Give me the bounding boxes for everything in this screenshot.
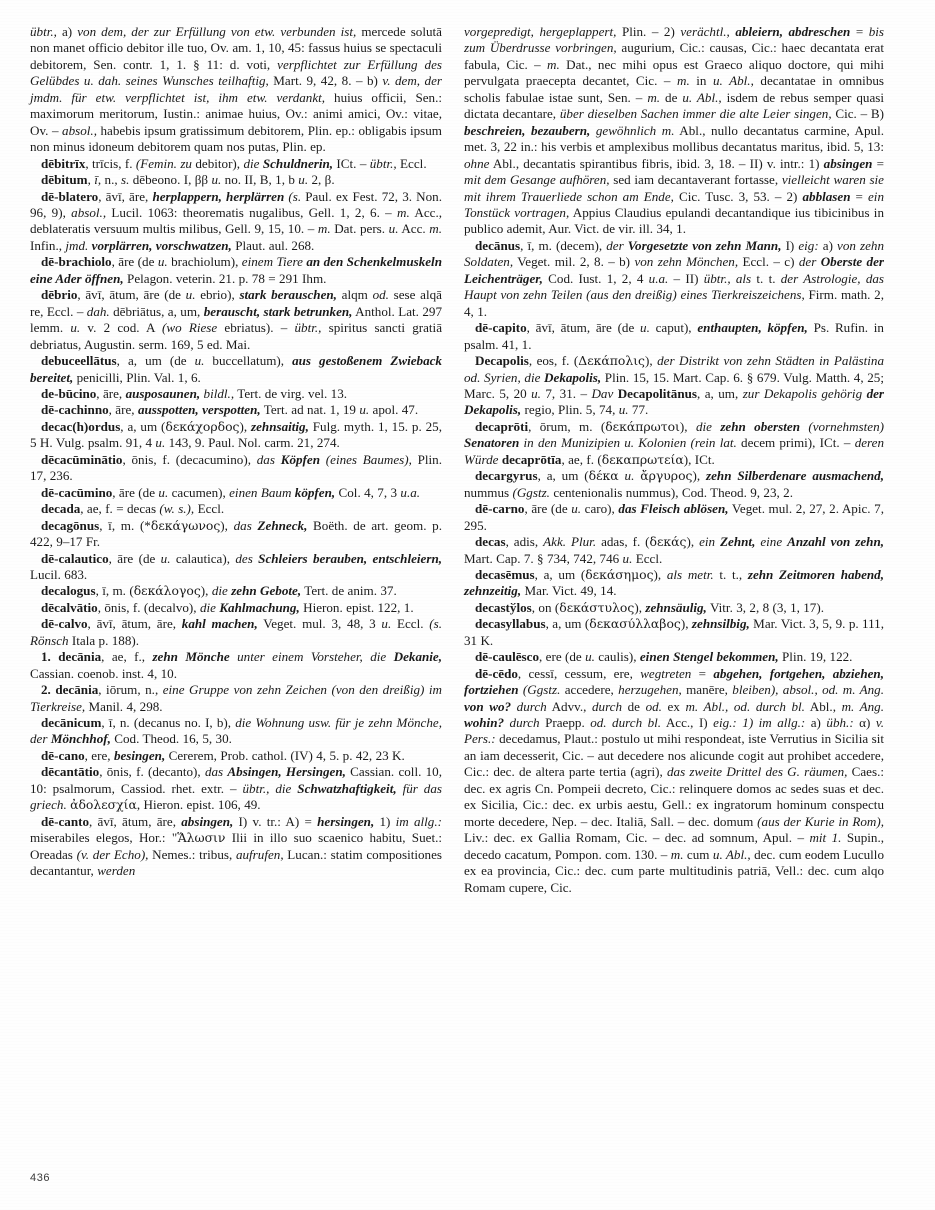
dictionary-entry: debuceellātus, a, um (de u. buccellatum), aus gestoßenem Zwieback bereitet, penicilli, Plin. Val. 1, 6. bbox=[30, 353, 442, 385]
dictionary-entry: 1. decānia, ae, f., zehn Mönche unter einem Vorsteher, die Dekanie, Cassian. coenob. inst. 4, 10. bbox=[30, 649, 443, 681]
dictionary-entry: dēbitum, ī, n., s. dēbeono. I, ββ u. no. II, B, 1, b u. 2, β. bbox=[41, 172, 335, 188]
dictionary-entry: decastўlos, on (δεκάστυλος), zehnsäulig, Vitr. 3, 2, 8 (3, 1, 17). bbox=[475, 599, 824, 615]
page-number: 436 bbox=[30, 1172, 51, 1184]
dictionary-entry: dē-brachiolo, āre (de u. brachiolum), einem Tiere an den Schenkelmuskeln eine Ader öffnen, Pelagon. veterin. 21. p. 78 = 291 Ihm. bbox=[30, 254, 442, 286]
dictionary-entry: decalogus, ī, m. (δεκάλογος), die zehn Gebote, Tert. de anim. 37. bbox=[41, 583, 397, 599]
dictionary-entry: decargyrus, a, um (δέκα u. ἄργυρος), zehn Silberdenare ausmachend, nummus (Ggstz. centenionalis nummus), Cod. Theod. 9, 23, 2. bbox=[464, 468, 885, 500]
dictionary-entry: dē-capito, āvī, ātum, āre (de u. caput), enthaupten, köpfen, Ps. Rufin. in psalm. 41, 1. bbox=[464, 320, 884, 352]
dictionary-entry: decānus, ī, m. (decem), der Vorgesetzte von zehn Mann, I) eig: a) von zehn Soldaten, Veget. mil. 2, 8. – b) von zehn Mönchen, Eccl. – c) der Oberste der Leichenträger, Cod. Iust. 1, 2, 4 u.a. – II) übtr., als t. t. der Astrologie, das Haupt von zehn Teilen (aus den dreißig) eines Tierkreiszeichens, Firm. math. 2, 4, 1. bbox=[464, 237, 885, 319]
dictionary-entry: de-būcino, āre, ausposaunen, bildl., Tert. de virg. vel. 13. bbox=[41, 385, 348, 401]
two-column-body bbox=[30, 24, 906, 1149]
dictionary-entry: dē-cēdo, cessī, cessum, ere, wegtreten = abgehen, fortgehen, abziehen, fortziehen (Ggstz. accedere, herzugehen, manēre, bleiben), absol., od. m. Ang. von wo? durch Advv., durch de od. ex m. Abl., od. durch bl. Abl., m. Ang. wohin? durch Praepp. od. durch bl. Acc., I) eig.: 1) im allg.: a) übh.: α) v. Pers.: decedamus, Plaut.: postulo ut mihi respondeat, iste Verrutius in Sicilia sit an iam decesserit, Cic. – aut decedere nos alicunde cogit aut prohibet accedere, Cic.: dec. de altera parte tertia (agri), das zweite Drittel des G. räumen, Caes.: dec. ex agris Cn. Pompeii decreto, Cic.: relinquere domos ac sedes suas et dec. ex Sicilia, Cic.: dec. ex urbis aestu, Gell.: ex ingratorum hominum conspectu morte decedere, Nep. – dec. Italiā, Sall. – dec. domum (aus der Kurie in Rom), Liv.: dec. ex Gallia Romam, Cic. – dec. ad somnum, Apul. – mit 1. Supin., decedo cacatum, Pompon. com. 130. – m. cum u. Abl., dec. cum eodem Lucullo ex ea provincia, Cic.: dec. cum parte multitudinis patriā, Vell.: dec. cum alqo Romam cupere, Cic. bbox=[464, 665, 885, 895]
dictionary-entry: dēcalvātio, ōnis, f. (decalvo), die Kahlmachung, Hieron. epist. 122, 1. bbox=[41, 599, 414, 615]
dictionary-entry: übtr., a) von dem, der zur Erfüllung von etw. verbunden ist, mercede solutā non manet officio debitor ille tuo, Ov. am. 1, 10, 45: fassus huius se spectaculi debitorem, Sen. contr. 1, 1. § 11: d. voti, verpflichtet zur Erfüllung des Gelübdes u. dah. seines Wunsches teilhaftig, Mart. 9, 42, 8. – b) v. dem, der jmdm. für etw. verpflichtet ist, ihm etw. verdankt, huius officii, Sen.: maximorum meritorum, Iustin.: animae huius, Ov.: animi amici, Ov.: vitae, Ov. – absol., habebis ipsum gratissimum debitorem, Plin. ep.: obligabis ipsum non minus idoneum debitorem quam nos putas, Plin. ep. bbox=[30, 24, 442, 155]
dictionary-entry: dēbitrīx, trīcis, f. (Femin. zu debitor), die Schuldnerin, ICt. – übtr., Eccl. bbox=[41, 155, 427, 171]
dictionary-entry: dē-canto, āvī, ātum, āre, absingen, I) v. tr.: A) = hersingen, 1) im allg.: miserabiles elegos, Hor.: "Ἅλωσιν Ilii in illo suo scaenico habitu, Suet.: Oreadas (v. der Echo), Nemes.: tribus, aufrufen, Lucan.: statim compositiones decantantur, werden bbox=[30, 813, 442, 879]
dictionary-entry: Decapolis, eos, f. (Δεκάπολις), der Distrikt von zehn Städten in Palästina od. Syrien, die Dekapolis, Plin. 15, 15. Mart. Cap. 6. § 679. Vulg. Matth. 4, 25; Marc. 5, 20 u. 7, 31. – Dav Decapolitānus, a, um, zur Dekapolis gehörig der Dekapolis, regio, Plin. 5, 74, u. 77. bbox=[464, 353, 885, 418]
dictionary-entry: decas, adis, Akk. Plur. adas, f. (δεκάς), ein Zehnt, eine Anzahl von zehn, Mart. Cap. 7. § 734, 742, 746 u. Eccl. bbox=[464, 534, 885, 566]
dictionary-entry: vorgepredigt, hergeplappert, Plin. – 2) verächtl., ableiern, abdreschen = bis zum Überdrusse vorbringen, augurium, Cic.: causas, Cic.: haec decantata erat fabula, Cic. – m. Dat., nec mihi opus est Graeco aliquo doctore, qui mihi pervulgata praecepta decantet, Cic. – m. in u. Abl., decantatae in omnibus scholis fabulae istae sunt, Sen. – m. de u. Abl., isdem de rebus semper quasi dictata decantare, über dieselben Sachen immer die alte Leier singen, Cic. – B) beschreien, bezaubern, gewöhnlich m. Abl., nullo decantatus carmine, Apul. met. 3, 22 in.: his verbis et amplexibus mollibus decantatus maritus, ibid. 5, 13: ohne Abl., decantatis spirantibus fibris, ibid. 3, 18. – II) v. intr.: 1) absingen = mit dem Gesange aufhören, sed iam decantaverant fortasse, vielleicht waren sie mit ihrem Trauerliede schon am Ende, Cic. Tusc. 3, 53. – 2) abblasen = ein Tonstück vortragen, Appius Claudius epulandi decantandique ius tibicinibus in publico ademit, Aur. Vict. de vir. ill. 34, 1. bbox=[464, 24, 885, 237]
left-column bbox=[30, 24, 442, 1149]
dictionary-entry: decac(h)ordus, a, um (δεκάχορδος), zehnsaitig, Fulg. myth. 1, 15. p. 25, 5 H. Vulg. psalm. 91, 4 u. 143, 9. Paul. Nol. carm. 21, 274. bbox=[30, 418, 442, 451]
dictionary-entry: dēcantātio, ōnis, f. (decanto), das Absingen, Hersingen, Cassian. coll. 10, 10: psalmorum, Cassiod. rhet. extr. – übtr., die Schwatzhaftigkeit, für das griech. ἀδολεσχία, Hieron. epist. 106, 49. bbox=[30, 764, 442, 813]
dictionary-entry: decasyllabus, a, um (δεκασύλλαβος), zehnsilbig, Mar. Vict. 3, 5, 9. p. 111, 31 K. bbox=[464, 616, 884, 648]
dictionary-entry: decasēmus, a, um (δεκάσημος), als metr. t. t., zehn Zeitmoren habend, zehnzeitig, Mar. Vict. 49, 14. bbox=[464, 566, 884, 599]
dictionary-entry: dēcacūminātio, ōnis, f. (decacumino), das Köpfen (eines Baumes), Plin. 17, 236. bbox=[30, 451, 443, 484]
dictionary-entry: decānicum, ī, n. (decanus no. I, b), die Wohnung usw. für je zehn Mönche, der Mönchhof, Cod. Theod. 16, 5, 30. bbox=[30, 715, 442, 747]
dictionary-entry: dē-calvo, āvī, ātum, āre, kahl machen, Veget. mul. 3, 48, 3 u. Eccl. (s. Rönsch Itala p. 188). bbox=[30, 616, 443, 648]
dictionary-entry: dē-cano, ere, besingen, Cererem, Prob. cathol. (IV) 4, 5. p. 42, 23 K. bbox=[41, 747, 405, 763]
right-column bbox=[464, 24, 884, 1149]
dictionary-entry: dē-cacūmino, āre (de u. cacumen), einen Baum köpfen, Col. 4, 7, 3 u.a. bbox=[41, 484, 421, 500]
dictionary-entry: dē-carno, āre (de u. caro), das Fleisch ablösen, Veget. mul. 2, 27, 2. Apic. 7, 295. bbox=[464, 501, 884, 533]
dictionary-entry: dē-calautico, āre (de u. calautica), des Schleiers berauben, entschleiern, Lucil. 683. bbox=[30, 550, 442, 582]
dictionary-entry: 2. decānia, iōrum, n., eine Gruppe von zehn Zeichen (von den dreißig) im Tierkreise, Manil. 4, 298. bbox=[30, 682, 442, 714]
dictionary-entry: decagōnus, ī, m. (*δεκάγωνος), das Zehneck, Boëth. de art. geom. p. 422, 9–17 Fr. bbox=[30, 517, 443, 550]
dictionary-entry: decada, ae, f. = decas (w. s.), Eccl. bbox=[41, 501, 225, 517]
dictionary-entry: dē-cachinno, āre, ausspotten, verspotten, Tert. ad nat. 1, 19 u. apol. 47. bbox=[41, 402, 419, 418]
dictionary-entry: dē-caulēsco, ere (de u. caulis), einen Stengel bekommen, Plin. 19, 122. bbox=[475, 649, 853, 665]
dictionary-entry: decaprōti, ōrum, m. (δεκάπρωτοι), die zehn obersten (vornehmsten) Senatoren in den Munizipien u. Kolonien (rein lat. decem primi), ICt. – deren Würde decaprōtīa, ae, f. (δεκαπρωτεία), ICt. bbox=[464, 418, 885, 467]
dictionary-entry: dēbrio, āvī, ātum, āre (de u. ebrio), stark berauschen, alqm od. sese alqā re, Eccl. – dah. dēbriātus, a, um, berauscht, stark betrunken, Anthol. Lat. 297 lemm. u. v. 2 cod. A (wo Riese ebriatus). – übtr., spiritus sancti gratiā debriatus, Augustin. serm. 169, 5 ed. Mai. bbox=[30, 287, 443, 352]
dictionary-entry: dē-blatero, āvī, āre, herplappern, herplärren (s. Paul. ex Fest. 72, 3. Non. 96, 9), absol., Lucil. 1063: theorematis nugalibus, Gell. 1, 2, 6. – m. Acc., deblateratis versuum multis milibus, Gell. 9, 15, 10. – m. Dat. pers. u. Acc. m. Infin., jmd. vorplärren, vorschwatzen, Plaut. aul. 268. bbox=[30, 188, 442, 253]
